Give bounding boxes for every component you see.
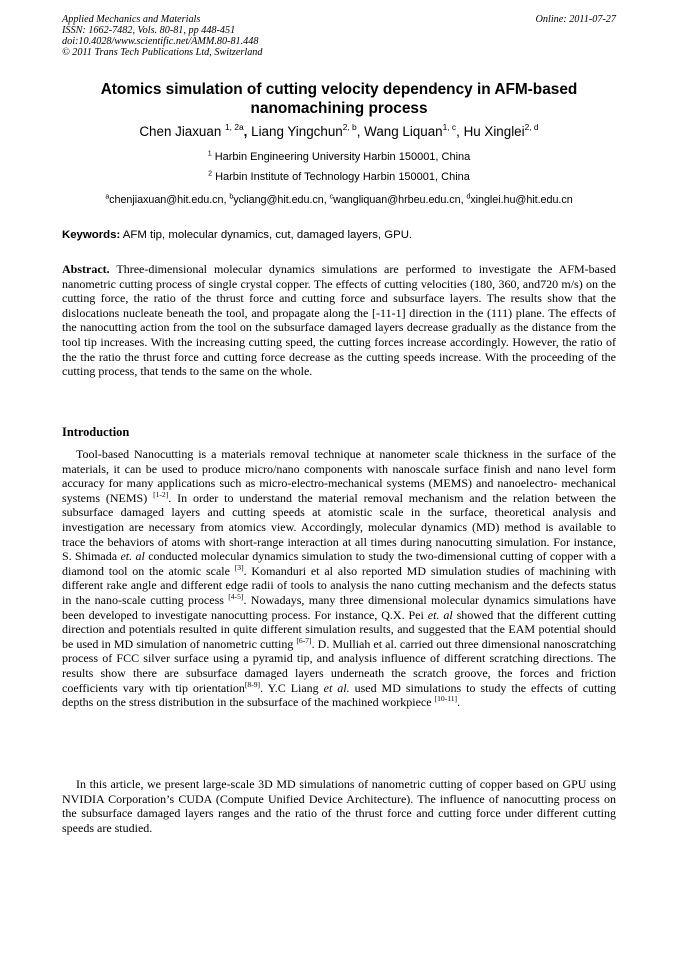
copyright-line: © 2011 Trans Tech Publications Ltd, Switzerland (62, 47, 263, 58)
journal-info (62, 14, 616, 58)
email-mark: b (229, 193, 234, 201)
author-affil-mark: 1, c (442, 121, 457, 132)
email-address: xinglei.hu@hit.edu.cn (470, 194, 573, 206)
journal-header (62, 14, 616, 58)
text-run: conducted molecular dynamics simulation to study the two-dimensional cutting of copper with a diamond tool on the atomic scale (62, 549, 616, 578)
affiliation-mark: 2 (208, 170, 213, 178)
citation: [3] (234, 562, 244, 572)
italic-text: et al. (323, 680, 350, 695)
email-mark: a (105, 193, 110, 201)
author-separator: , (243, 124, 248, 139)
email-address: wangliquan@hrbeu.edu.cn, (333, 194, 464, 206)
affiliation-text: Harbin Engineering University Harbin 150001, China (214, 151, 471, 163)
citation: [4-5] (228, 591, 244, 601)
email-address: ycliang@hit.edu.cn, (233, 194, 327, 206)
italic-text: et. al (427, 607, 453, 622)
keywords-label: Keywords: (62, 229, 121, 241)
citation: [6-7] (296, 635, 312, 645)
author-list (62, 123, 616, 141)
section-heading-introduction: Introduction (62, 425, 130, 439)
text-run: . Nowadays, many three dimensional molecular dynamics simulations have been developed to investigate nanocutting process. For instance, Q.X. Pei (62, 592, 616, 622)
citation: [1-2] (153, 489, 169, 499)
text-run: . Y.C Liang (260, 680, 324, 695)
email-mark: d (466, 193, 471, 201)
author-affil-mark: 2, d (524, 121, 539, 132)
author-affil-mark: 1, 2a (225, 121, 244, 132)
author-separator: , (456, 124, 460, 139)
issn-line: ISSN: 1662-7482, Vols. 80-81, pp 448-451 (62, 25, 236, 36)
text-run: . D. Mulliah et al. carried out three dimensional nanoscratching process of FCC silver surface using a pyramid tip, and analysis influence of different scratching directions. The results show there are subsurface damaged layers underneath the scratch groove, the forces and friction coefficients vary with tip orientation (62, 636, 616, 695)
affiliation-1 (62, 150, 616, 164)
intro-paragraph-2: In this article, we present large-scale 3D MD simulations of nanometric cutting of copper based on GPU using NVIDIA Corporation’s CUDA (Compute Unified Device Architecture). The influence of nanocutting process on the subsurface damaged layers ranges and the ratio of the thrust force and cutting force under different cutting speeds are studied. (62, 777, 616, 835)
author-name: Wang Liquan (364, 124, 443, 139)
intro-paragraph-1 (62, 447, 616, 710)
author-separator: , (356, 124, 361, 139)
author-name: Hu Xinglei (463, 124, 525, 139)
title-line-2: nanomachining process (250, 100, 428, 117)
paper-title (62, 80, 616, 118)
affiliation-text: Harbin Institute of Technology Harbin 150001, China (215, 171, 470, 183)
author-emails (62, 193, 616, 207)
affiliation-mark: 1 (207, 150, 212, 158)
text-run: showed that the different cutting direction and potentials resulted in quite different simulation results, and suggested that the EAM potential should be used in MD simulation of nanometric cutting (62, 607, 616, 651)
keywords (62, 228, 616, 242)
italic-text: et. al (120, 549, 145, 564)
affiliation-2 (62, 170, 616, 184)
title-line-1: Atomics simulation of cutting velocity dependency in AFM-based (100, 81, 578, 98)
text-run: . Komanduri et al also reported MD simulation studies of machining with different rake angle and different edge radii of tools to analysis the nano cutting mechanism and the defects status in the nano-scale cutting process (62, 563, 616, 607)
text-run: . In order to understand the material removal mechanism and the relation between the subsurface damaged layers and cutting speeds at atomistic scale in the surface, theoretical analysis and investigation are necessary from atomics view. Accordingly, molecular dynamics (MD) method is available to trace the behaviors of atoms with short-range interaction at all times during nanocutting simulation. For instance, S. Shimada (62, 490, 617, 564)
abstract-text: Three-dimensional molecular dynamics simulations are performed to investigate the AFM-based nanometric cutting process of single crystal copper. The effects of cutting velocities (180, 360, and720 m/s) on the cutting force, the ratio of the thrust force and cutting force and subsurface layers. The results show that the dislocations nucleate beneath the tool, and propagate along the [-11-1] direction in the (111) plane. The effects of the nanocutting action from the tool on the subsurface damaged layers decrease gradually as the distance from the tool tip increases. With the increasing cutting speed, the cutting forces increase accordingly. However, the ratio of the the ratio the thrust force and cutting force decrease as the cutting speeds increase. With the proceeding of the cutting process, that tends to the same on the whole. (62, 262, 616, 379)
text-run: Tool-based Nanocutting is a materials removal technique at nanometer scale thickness in the surface of the materials, it can be used to produce micro/nano components with nanoscale surface finish and nano level form accuracy for many applications such as micro-electro-mechanical systems (MEMS) and nanoelectro- mechanical systems (NEMS) (62, 447, 616, 505)
text-run: used MD simulations to study the effects of cutting depths on the stress distribution in the subsurface of the machined workpiece (62, 680, 617, 710)
text-run: . (457, 695, 461, 710)
keywords-text: AFM tip, molecular dynamics, cut, damaged layers, GPU. (122, 229, 413, 241)
abstract (62, 262, 616, 379)
doi-line: doi:10.4028/www.scientific.net/AMM.80-81.448 (62, 36, 259, 47)
online-date: Online: 2011-07-27 (535, 14, 616, 25)
citation: [8-9] (244, 679, 261, 689)
email-address: chenjiaxuan@hit.edu.cn, (109, 194, 227, 206)
author-name: Chen Jiaxuan (139, 124, 222, 139)
citation: [10-11] (434, 694, 458, 704)
author-affil-mark: 2, b (342, 121, 357, 132)
author-name: Liang Yingchun (251, 124, 343, 139)
abstract-label: Abstract. (62, 262, 110, 276)
email-mark: c (329, 193, 334, 201)
journal-name: Applied Mechanics and Materials (62, 14, 201, 25)
